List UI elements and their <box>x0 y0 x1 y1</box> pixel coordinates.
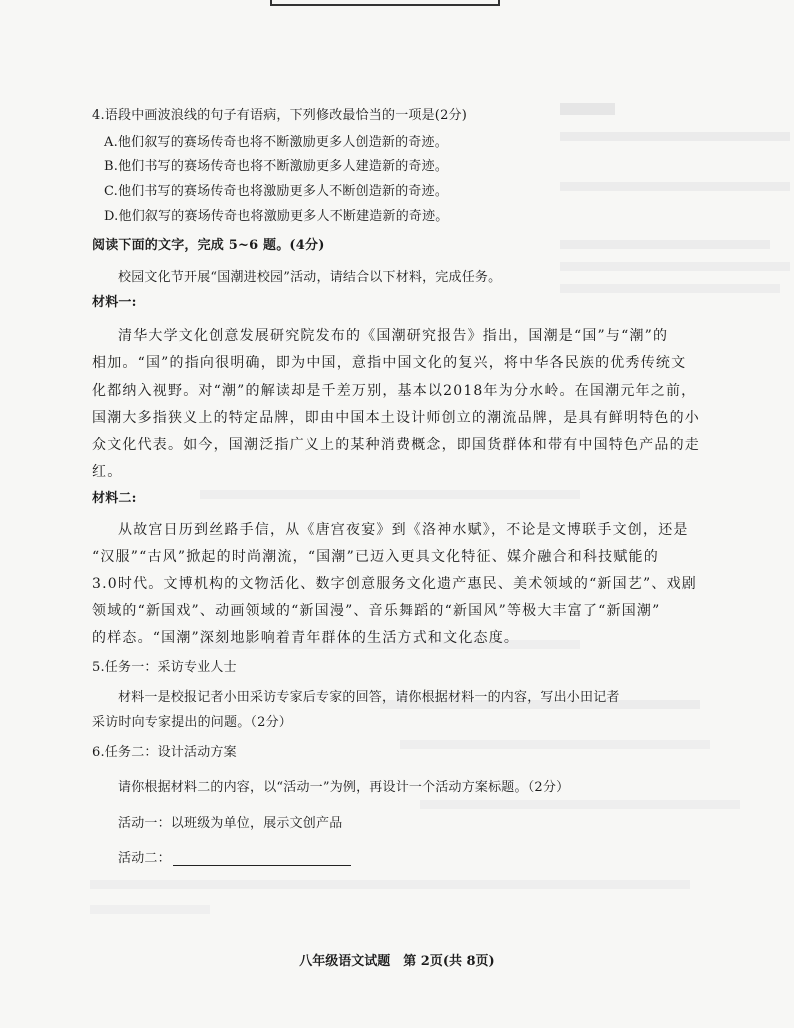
question-4-option-c: C.他们书写的赛场传奇也将激励更多人不断创造新的奇迹。 <box>104 184 449 199</box>
material-1-line: 众文化代表。如今，国潮泛指广义上的某种消费概念，即国货群体和带有中国特色产品的走 <box>92 437 700 453</box>
material-1-line: 化都纳入视野。对“潮”的解读却是千差万别，基本以2018年为分水岭。在国潮元年之前， <box>92 383 697 399</box>
material-1-heading: 材料一: <box>92 295 137 310</box>
material-2-heading: 材料二: <box>92 491 137 506</box>
reading-instruction: 阅读下面的文字，完成 5~6 题。(4分) <box>92 238 325 253</box>
material-1-line: 清华大学文化创意发展研究院发布的《国潮研究报告》指出，国潮是“国”与“潮”的 <box>118 328 669 344</box>
question-4-option-a: A.他们叙写的赛场传奇也将不断激励更多人创造新的奇迹。 <box>104 135 448 150</box>
task-1-title: 5.任务一：采访专业人士 <box>92 660 237 675</box>
material-2-line: 领域的“新国戏”、动画领域的“新国漫”、音乐舞蹈的“新国风”等极大丰富了“新国潮” <box>92 603 661 619</box>
task-1-prompt: 采访时向专家提出的问题。（2分） <box>92 715 292 730</box>
question-4-option-d: D.他们叙写的赛场传奇也将激励更多人不断建造新的奇迹。 <box>104 209 449 224</box>
task-2-prompt: 请你根据材料二的内容，以“活动一”为例，再设计一个活动方案标题。（2分） <box>118 780 570 795</box>
activity-2-answer-blank[interactable] <box>173 853 351 866</box>
activity-1: 活动一：以班级为单位，展示文创产品 <box>118 816 343 831</box>
activity-2-label: 活动二： <box>118 851 171 866</box>
material-1-line: 相加。“国”的指向很明确，即为中国，意指中国文化的复兴，将中华各民族的优秀传统文 <box>92 355 687 371</box>
question-4-option-b: B.他们书写的赛场传奇也将不断激励更多人建造新的奇迹。 <box>104 159 449 174</box>
page-footer: 八年级语文试题 第 2页(共 8页) <box>299 954 495 969</box>
material-1-line: 国潮大多指狭义上的特定品牌，即由中国本土设计师创立的潮流品牌，是具有鲜明特色的小 <box>92 410 700 426</box>
material-2-line: 3.0时代。文博机构的文物活化、数字创意服务文化遗产惠民、美术领域的“新国艺”、戏剧 <box>92 576 697 592</box>
material-2-line: 从故宫日历到丝路手信，从《唐宫夜宴》到《洛神水赋》，不论是文博联手文创，还是 <box>118 522 689 538</box>
reading-intro: 校园文化节开展“国潮进校园”活动，请结合以下材料，完成任务。 <box>118 270 502 285</box>
material-1-line: 红。 <box>92 464 123 480</box>
task-1-prompt: 材料一是校报记者小田采访专家后专家的回答，请你根据材料一的内容，写出小田记者 <box>118 690 620 705</box>
material-2-line: “汉服”“古风”掀起的时尚潮流，“国潮”已迈入更具文化特征、媒介融合和科技赋能的 <box>92 549 659 565</box>
activity-2-row <box>118 847 351 866</box>
question-4-stem: 4.语段中画波浪线的句子有语病，下列修改最恰当的一项是(2分) <box>92 108 468 123</box>
material-2-line: 的样态。“国潮”深刻地影响着青年群体的生活方式和文化态度。 <box>92 630 520 646</box>
task-2-title: 6.任务二：设计活动方案 <box>92 745 237 760</box>
